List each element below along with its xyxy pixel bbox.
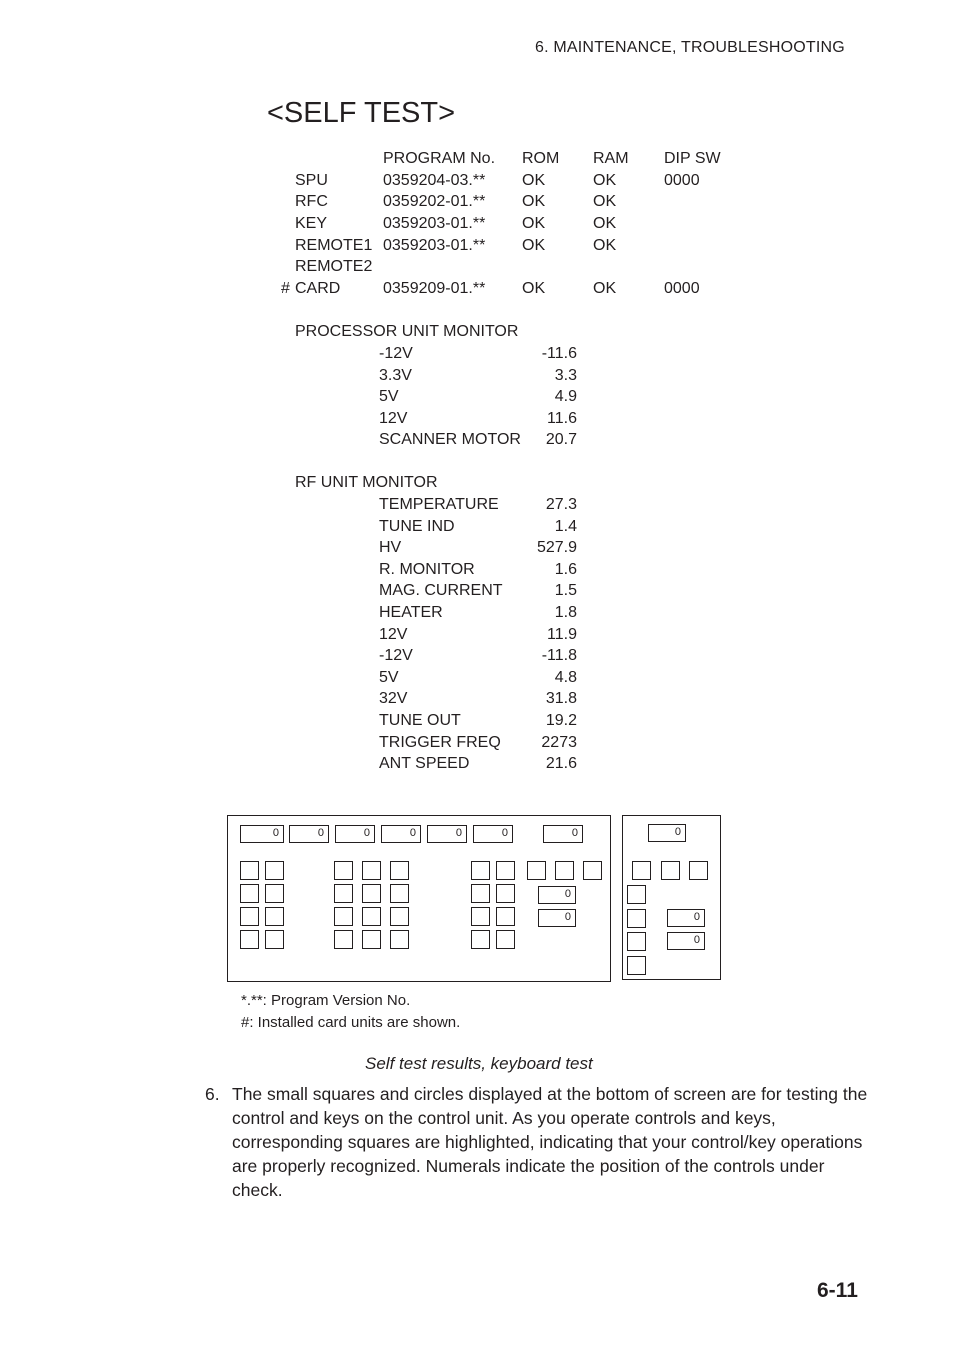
monitor-label: -12V <box>379 345 413 362</box>
key-square <box>362 884 381 903</box>
monitor-label: TRIGGER FREQ <box>379 733 501 751</box>
key-square <box>240 861 259 880</box>
col-header-rom: ROM <box>522 150 560 167</box>
page-title: <SELF TEST> <box>267 97 456 129</box>
key-square <box>390 884 409 903</box>
ram-status: OK <box>593 215 617 232</box>
monitor-label: HV <box>379 539 402 557</box>
unit-name: RFC <box>295 193 328 210</box>
monitor-value: 4.8 <box>554 668 577 686</box>
monitor-label: TUNE OUT <box>379 712 461 729</box>
monitor-label: -12V <box>379 647 413 665</box>
monitor-label: 5V <box>379 668 399 686</box>
key-square <box>583 861 602 880</box>
key-square <box>362 930 381 949</box>
monitor-value: 11.9 <box>547 625 577 643</box>
key-square <box>496 884 515 903</box>
key-square <box>362 861 381 880</box>
numeric-box: 0 <box>289 825 329 843</box>
program-number: 0359203-01.** <box>383 215 486 232</box>
monitor-value: 1.6 <box>554 560 577 578</box>
numeric-box: 0 <box>335 825 375 843</box>
key-square <box>390 930 409 949</box>
col-header-dip: DIP SW <box>664 150 721 167</box>
key-square <box>265 907 284 926</box>
numeric-box: 0 <box>667 909 705 927</box>
page-number: 6-11 <box>817 1279 858 1302</box>
monitor-label: 12V <box>379 409 408 427</box>
key-square <box>627 956 646 975</box>
note-version: *.**: Program Version No. <box>241 992 411 1009</box>
numeric-box: 0 <box>473 825 513 843</box>
monitor-label: 5V <box>379 388 399 406</box>
rom-status: OK <box>522 280 546 297</box>
key-square <box>240 930 259 949</box>
figure-caption: Self test results, keyboard test <box>365 1054 593 1073</box>
key-square <box>265 861 284 880</box>
key-square <box>471 861 490 880</box>
step-text: The small squares and circles displayed at the bottom of screen are for testing the control and keys on the control unit. As you operate controls and keys, corresponding squares are highlighted, indicating that your control/key operations are properly recognized. Numerals indicate the position of the controls under check. <box>232 1084 868 1200</box>
ram-status: OK <box>593 172 617 189</box>
col-header-program: PROGRAM No. <box>383 150 496 167</box>
monitor-value: -11.8 <box>541 647 577 665</box>
rom-status: OK <box>522 193 546 210</box>
monitor-value: 4.9 <box>554 388 577 406</box>
row-prefix: # <box>281 280 290 297</box>
monitor-label: TUNE IND <box>379 517 455 535</box>
unit-name: SPU <box>295 172 328 189</box>
note-installed: #: Installed card units are shown. <box>241 1014 461 1031</box>
rom-status: OK <box>522 215 546 232</box>
running-header: 6. MAINTENANCE, TROUBLESHOOTING <box>535 39 845 56</box>
monitor-value: -11.6 <box>541 345 577 362</box>
numeric-box: 0 <box>381 825 421 843</box>
keyboard-test-main-panel <box>227 815 611 982</box>
monitor-value: 3.3 <box>554 366 577 384</box>
program-number: 0359202-01.** <box>383 193 486 210</box>
key-square <box>632 861 651 880</box>
monitor-value: 21.6 <box>545 755 577 773</box>
keyboard-test-remote-panel <box>622 815 721 980</box>
processor-monitor-title: PROCESSOR UNIT MONITOR <box>295 323 519 340</box>
key-square <box>471 907 490 926</box>
key-square <box>627 909 646 928</box>
monitor-value: 27.3 <box>545 496 577 513</box>
rom-status: OK <box>522 172 546 189</box>
key-square <box>496 861 515 880</box>
rf-monitor-title: RF UNIT MONITOR <box>295 474 438 491</box>
ram-status: OK <box>593 193 617 210</box>
ram-status: OK <box>593 280 617 297</box>
monitor-label: R. MONITOR <box>379 560 475 578</box>
step-number: 6. <box>205 1084 220 1104</box>
unit-name: KEY <box>295 215 328 232</box>
numeric-box: 0 <box>427 825 467 843</box>
key-square <box>390 907 409 926</box>
key-square <box>334 930 353 949</box>
key-square <box>471 930 490 949</box>
key-square <box>496 930 515 949</box>
key-square <box>265 930 284 949</box>
key-square <box>362 907 381 926</box>
monitor-value: 31.8 <box>545 690 577 708</box>
program-number: 0359209-01.** <box>383 280 486 297</box>
key-square <box>555 861 574 880</box>
monitor-value: 1.5 <box>554 582 577 600</box>
key-square <box>689 861 708 880</box>
monitor-value: 1.8 <box>554 604 577 621</box>
unit-name: REMOTE1 <box>295 237 373 254</box>
monitor-label: TEMPERATURE <box>379 496 499 513</box>
monitor-label: 32V <box>379 690 408 708</box>
key-square <box>627 932 646 951</box>
monitor-label: SCANNER MOTOR <box>379 431 521 449</box>
monitor-label: 3.3V <box>379 366 412 384</box>
key-square <box>265 884 284 903</box>
numeric-box: 0 <box>648 824 686 842</box>
unit-name: CARD <box>295 280 341 297</box>
key-square <box>334 884 353 903</box>
monitor-value: 1.4 <box>554 517 577 535</box>
numeric-box: 0 <box>538 886 576 904</box>
dip-switch: 0000 <box>664 280 700 297</box>
key-square <box>496 907 515 926</box>
monitor-value: 2273 <box>541 733 577 751</box>
key-square <box>627 885 646 904</box>
monitor-value: 11.6 <box>547 409 577 427</box>
numeric-box: 0 <box>538 909 576 927</box>
unit-name: REMOTE2 <box>295 258 373 275</box>
monitor-label: HEATER <box>379 604 443 621</box>
key-square <box>240 884 259 903</box>
key-square <box>661 861 680 880</box>
key-square <box>471 884 490 903</box>
monitor-value: 527.9 <box>536 539 577 557</box>
numeric-box: 0 <box>543 825 583 843</box>
monitor-label: MAG. CURRENT <box>379 582 503 600</box>
monitor-value: 19.2 <box>545 712 577 729</box>
rom-status: OK <box>522 237 546 254</box>
key-square <box>527 861 546 880</box>
key-square <box>334 907 353 926</box>
ram-status: OK <box>593 237 617 254</box>
monitor-value: 20.7 <box>545 431 577 449</box>
key-square <box>334 861 353 880</box>
program-number: 0359203-01.** <box>383 237 486 254</box>
dip-switch: 0000 <box>664 172 700 189</box>
monitor-label: 12V <box>379 625 408 643</box>
numeric-box: 0 <box>240 825 284 843</box>
col-header-ram: RAM <box>593 150 629 167</box>
key-square <box>390 861 409 880</box>
numeric-box: 0 <box>667 932 705 950</box>
monitor-label: ANT SPEED <box>379 755 470 773</box>
program-number: 0359204-03.** <box>383 172 486 189</box>
key-square <box>240 907 259 926</box>
